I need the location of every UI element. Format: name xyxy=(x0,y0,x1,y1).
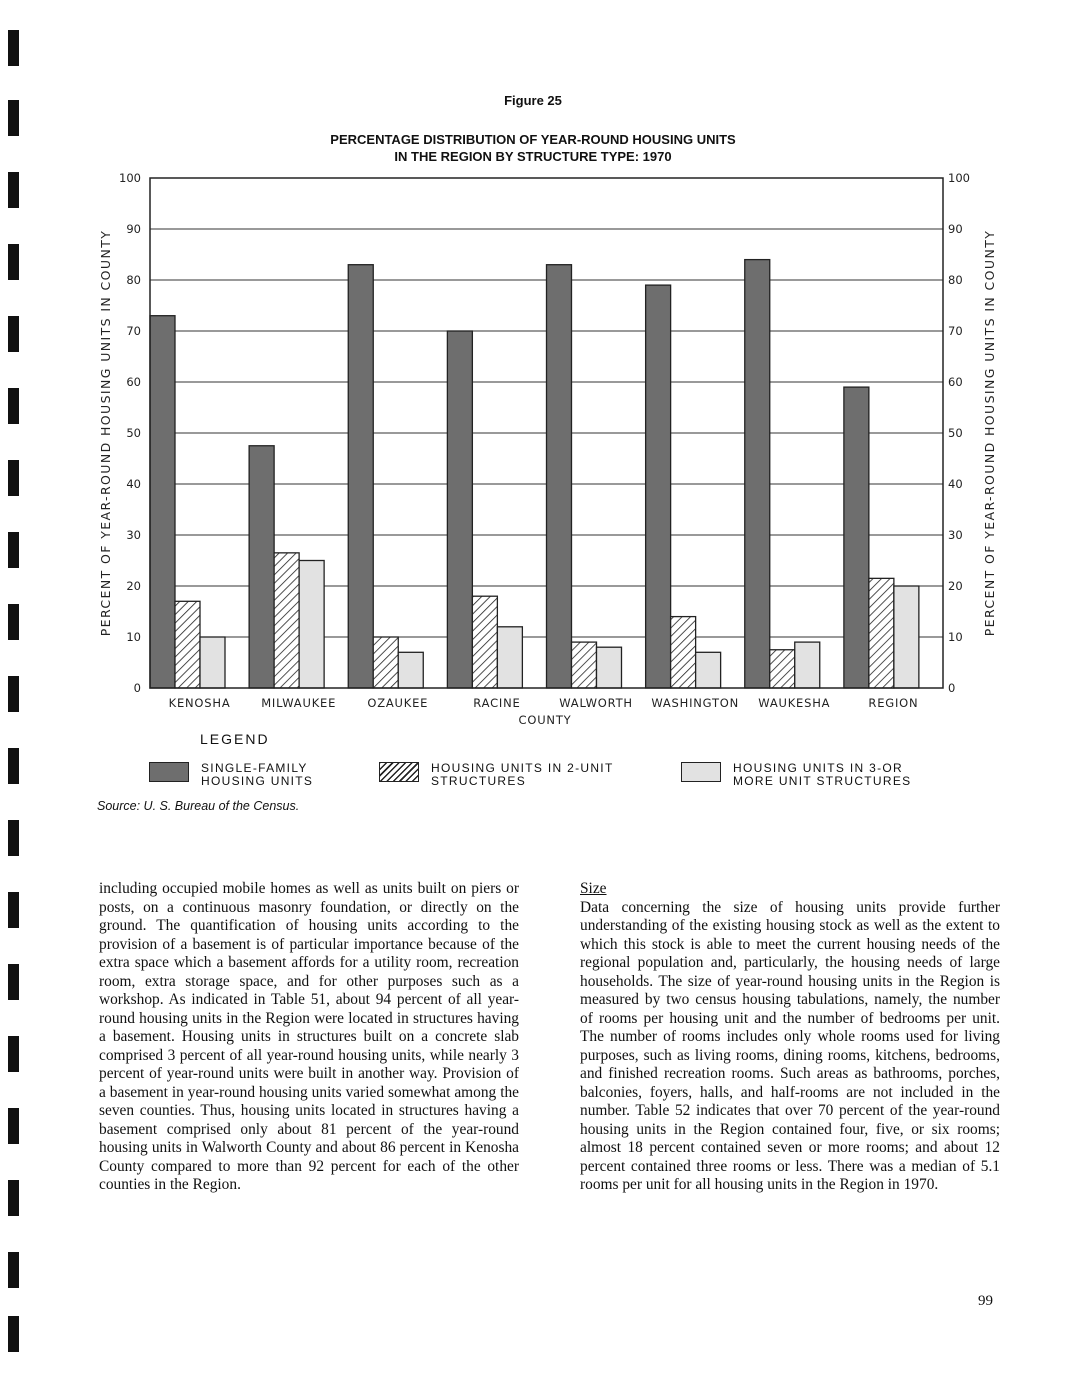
body-paragraph: including occupied mobile homes as well as units built on piers or posts, on a continuous masonry foundation, or directly on the ground. The quantification of housing units according to the provision of a basement is of particular importance because of the extra space which a basement affords for a utility room, recreation room, extra storage space, and for other purposes such as a workshop. As indicated in Table 51, about 94 percent of all year-round housing units in the Region were located in structures having a basement. Housing units in structures built on a concrete slab comprised 3 percent of all year-round housing units, while nearly 3 percent of year-round units were built in another way. Provision of a basement in year-round housing units varied somewhat among the seven counties. Thus, housing units located in structures having a basement comprised only about 81 percent of the year-round housing units in Walworth County and about 86 percent in Kenosha County compared to more than 92 percent for each of the other counties in the Region. xyxy=(99,880,519,1193)
y-tick-label-right: 100 xyxy=(948,171,970,185)
bar-two-unit xyxy=(175,601,200,688)
binder-mark xyxy=(8,1180,19,1216)
bar-single-family xyxy=(547,265,572,688)
chart-title-line: PERCENTAGE DISTRIBUTION OF YEAR-ROUND HOUSING UNITS xyxy=(330,132,736,147)
x-tick-label: RACINE xyxy=(473,696,521,710)
y-tick-label-right: 70 xyxy=(948,324,963,338)
y-tick-label-right: 10 xyxy=(948,630,963,644)
bar-two-unit xyxy=(869,578,894,688)
bar-three-or-more xyxy=(200,637,225,688)
x-tick-label: WALWORTH xyxy=(559,696,633,710)
legend-label xyxy=(733,762,963,788)
source-note: Source: U. S. Bureau of the Census. xyxy=(97,799,300,813)
bar-single-family xyxy=(150,316,175,688)
y-tick-label-left: 20 xyxy=(126,579,141,593)
binder-mark xyxy=(8,1252,19,1288)
x-tick-label: OZAUKEE xyxy=(367,696,429,710)
y-tick-label-left: 70 xyxy=(126,324,141,338)
binder-mark xyxy=(8,1036,19,1072)
y-tick-label-left: 40 xyxy=(126,477,141,491)
y-tick-label-left: 60 xyxy=(126,375,141,389)
body-column-left xyxy=(99,880,519,1195)
legend-label-line: SINGLE-FAMILY xyxy=(201,761,308,775)
binder-mark xyxy=(8,1316,19,1352)
y-tick-label-right: 40 xyxy=(948,477,963,491)
legend-item-two-unit xyxy=(379,762,661,788)
binder-mark xyxy=(8,1108,19,1144)
bar-single-family xyxy=(249,446,274,688)
bar-single-family xyxy=(646,285,671,688)
y-axis-title-right: PERCENT OF YEAR-ROUND HOUSING UNITS IN COUNTY xyxy=(982,229,997,637)
y-tick-label-right: 20 xyxy=(948,579,963,593)
bar-two-unit xyxy=(572,642,597,688)
section-heading: Size xyxy=(580,880,607,897)
y-tick-label-left: 100 xyxy=(119,171,141,185)
bar-three-or-more xyxy=(795,642,820,688)
page-number: 99 xyxy=(978,1293,993,1309)
x-tick-label: MILWAUKEE xyxy=(261,696,337,710)
legend-label-line: HOUSING UNITS xyxy=(201,774,314,788)
x-tick-label: WASHINGTON xyxy=(651,696,740,710)
bar-three-or-more xyxy=(696,652,721,688)
legend-swatch-hatched xyxy=(379,762,419,782)
bar-two-unit xyxy=(274,553,299,688)
y-tick-label-left: 90 xyxy=(126,222,141,236)
legend-swatch-solid xyxy=(149,762,189,782)
x-tick-label: WAUKESHA xyxy=(758,696,831,710)
binder-mark xyxy=(8,748,19,784)
figure-label: Figure 25 xyxy=(504,93,562,108)
chart-title-line: IN THE REGION BY STRUCTURE TYPE: 1970 xyxy=(394,149,672,164)
y-tick-label-right: 30 xyxy=(948,528,963,542)
bar-single-family xyxy=(447,331,472,688)
bar-single-family xyxy=(348,265,373,688)
bar-single-family xyxy=(844,387,869,688)
legend-label-line: STRUCTURES xyxy=(431,774,527,788)
y-tick-label-left: 10 xyxy=(126,630,141,644)
legend-swatch-light xyxy=(681,762,721,782)
bar-three-or-more xyxy=(597,647,622,688)
y-tick-label-left: 30 xyxy=(126,528,141,542)
x-tick-label: KENOSHA xyxy=(168,696,231,710)
binder-mark xyxy=(8,892,19,928)
legend-item-three-unit xyxy=(681,762,963,788)
y-axis-title-left: PERCENT OF YEAR-ROUND HOUSING UNITS IN COUNTY xyxy=(98,229,113,637)
legend-title: LEGEND xyxy=(200,731,270,747)
legend-label-line: HOUSING UNITS IN 3-OR xyxy=(733,761,903,775)
body-paragraph: Data concerning the size of housing units provide further understanding of the existing housing stock as well as the extent to which this stock is able to meet the current housing needs of the regional population and, particularly, the housing needs of large households. The size of year-round housing units in the Region is measured by two census housing tabulations, namely, the number of rooms per housing unit and the number of bedrooms per unit. The number of rooms includes only whole rooms used for living purposes, such as living rooms, dining rooms, kitchens, bedrooms, and finished recreation rooms. Such areas as bathrooms, porches, balconies, foyers, halls, and half-rooms are not included in the number. Table 52 indicates that over 70 percent of the year-round housing units in the Region contained four, five, or six rooms; almost 18 percent contained seven or more rooms; and about 12 percent contained three rooms or less. There was a median of 5.1 rooms per unit for all housing units in the Region in 1970. xyxy=(580,898,1000,1193)
y-tick-label-right: 0 xyxy=(948,681,956,695)
y-tick-label-right: 80 xyxy=(948,273,963,287)
bar-three-or-more xyxy=(398,652,423,688)
bar-two-unit xyxy=(373,637,398,688)
y-tick-label-left: 0 xyxy=(133,681,141,695)
legend-label xyxy=(431,762,661,788)
bar-two-unit xyxy=(472,596,497,688)
y-tick-label-right: 60 xyxy=(948,375,963,389)
y-tick-label-right: 50 xyxy=(948,426,963,440)
bar-single-family xyxy=(745,260,770,688)
binder-mark xyxy=(8,964,19,1000)
x-tick-label: REGION xyxy=(868,696,919,710)
binder-mark xyxy=(8,820,19,856)
bar-two-unit xyxy=(671,617,696,688)
y-tick-label-right: 90 xyxy=(948,222,963,236)
bar-three-or-more xyxy=(497,627,522,688)
legend-label-line: HOUSING UNITS IN 2-UNIT xyxy=(431,761,614,775)
bar-three-or-more xyxy=(299,561,324,689)
body-column-right xyxy=(580,880,1000,1195)
legend-label-line: MORE UNIT STRUCTURES xyxy=(733,774,912,788)
bar-three-or-more xyxy=(894,586,919,688)
bar-two-unit xyxy=(770,650,795,688)
x-axis-title: COUNTY xyxy=(518,713,572,727)
y-tick-label-left: 50 xyxy=(126,426,141,440)
y-tick-label-left: 80 xyxy=(126,273,141,287)
